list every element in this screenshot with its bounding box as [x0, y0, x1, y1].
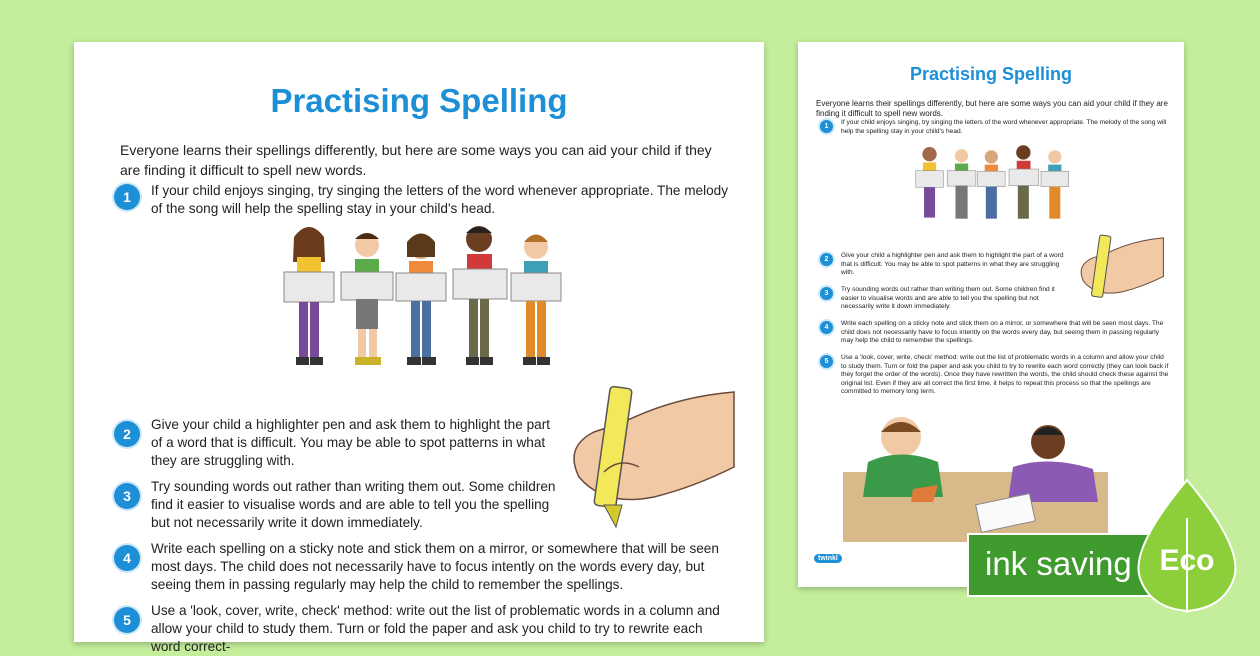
item-text: Try sounding words out rather than writing them out. Some children find it easier to visualise words and are able to tell you the spelling but not necessarily write it down immediately.	[151, 479, 556, 530]
item-text: If your child enjoys singing, try singing the letters of the word whenever appropriate. The melody of the song will help the spelling stay in your child's head.	[841, 119, 1167, 135]
twinkl-logo: twinkl	[814, 554, 842, 563]
child-figure	[453, 226, 507, 365]
item-number: 3	[820, 287, 833, 300]
page-title: Practising Spelling	[909, 64, 1073, 84]
children-singing-illustration	[913, 140, 1073, 240]
item-text: Write each spelling on a sticky note and stick them on a mirror, or somewhere that will be seen most days. The child does not necessarily have to focus intently on the words every day, but seeing them in passing regularly may help the child to remember the spellings.	[841, 320, 1164, 345]
child-figure	[511, 235, 561, 366]
item-number: 2	[820, 253, 833, 266]
item-text: Try sounding words out rather than writing them out. Some children find it easier to visualise words and are able to tell you the spelling but not necessarily write it down immediately.	[841, 286, 1055, 311]
children-singing-illustration	[279, 217, 569, 397]
intro-text: Everyone learns their spellings differently, but here are some ways you can aid your child if they are finding it difficult to spell new words.	[120, 142, 712, 178]
item-number: 2	[114, 421, 140, 447]
item-text: If your child enjoys singing, try singing the letters of the word whenever appropriate. The melody of the song will help the spelling stay in your child's head.	[151, 183, 729, 216]
child-figure	[341, 233, 393, 365]
item-number: 1	[820, 120, 833, 133]
highlighter-hand-illustration	[564, 377, 739, 532]
page-title: Practising Spelling	[270, 82, 568, 119]
item-text: Write each spelling on a sticky note and stick them on a mirror, or somewhere that will be seen most days. The child does not necessarily have to focus intently on the words every day, but seeing them in passing regularly may help the child to remember the spellings.	[151, 541, 719, 592]
item-number: 5	[820, 355, 833, 368]
item-number: 4	[114, 545, 140, 571]
highlighter-hand-illustration	[1076, 230, 1166, 310]
item-text: Use a 'look, cover, write, check' method: write out the list of problematic words in a column and allow your child to study them. Turn or fold the paper and ask you child to try to rewrite each word correctly (they can look back if they forget the order of the words). Once they have rewritten the words, the child should check these against the original list. Even if they are all correct the first time, it helps to repeat this process so that the spellings are committed to memory long term.	[841, 354, 1169, 396]
child-figure	[284, 227, 334, 365]
item-number: 3	[114, 483, 140, 509]
eco-leaf-icon	[1124, 478, 1250, 613]
ink-saving-label: ink saving	[985, 545, 1132, 582]
item-number: 4	[820, 321, 833, 334]
item-text: Use a 'look, cover, write, check' method: write out the list of problematic words in a column and allow your child to study them. Turn or fold the paper and ask you child to try to rewrite each word correct-	[151, 603, 720, 654]
worksheet-page-large	[74, 42, 764, 654]
item-number: 1	[114, 184, 140, 210]
eco-label: Eco	[1159, 544, 1215, 577]
item-number: 5	[114, 607, 140, 633]
intro-text: Everyone learns their spellings differently, but here are some ways you can aid your child if they are finding it difficult to spell new words.	[816, 99, 1168, 118]
children-writing-illustration	[843, 407, 1108, 542]
item-text: Give your child a highlighter pen and ask them to highlight the part of a word that is difficult. You may be able to spot patterns in what they are struggling with.	[151, 417, 550, 468]
child-figure	[396, 234, 446, 366]
item-text: Give your child a highlighter pen and ask them to highlight the part of a word that is difficult. You may be able to spot patterns in what they are struggling with.	[841, 252, 1064, 277]
